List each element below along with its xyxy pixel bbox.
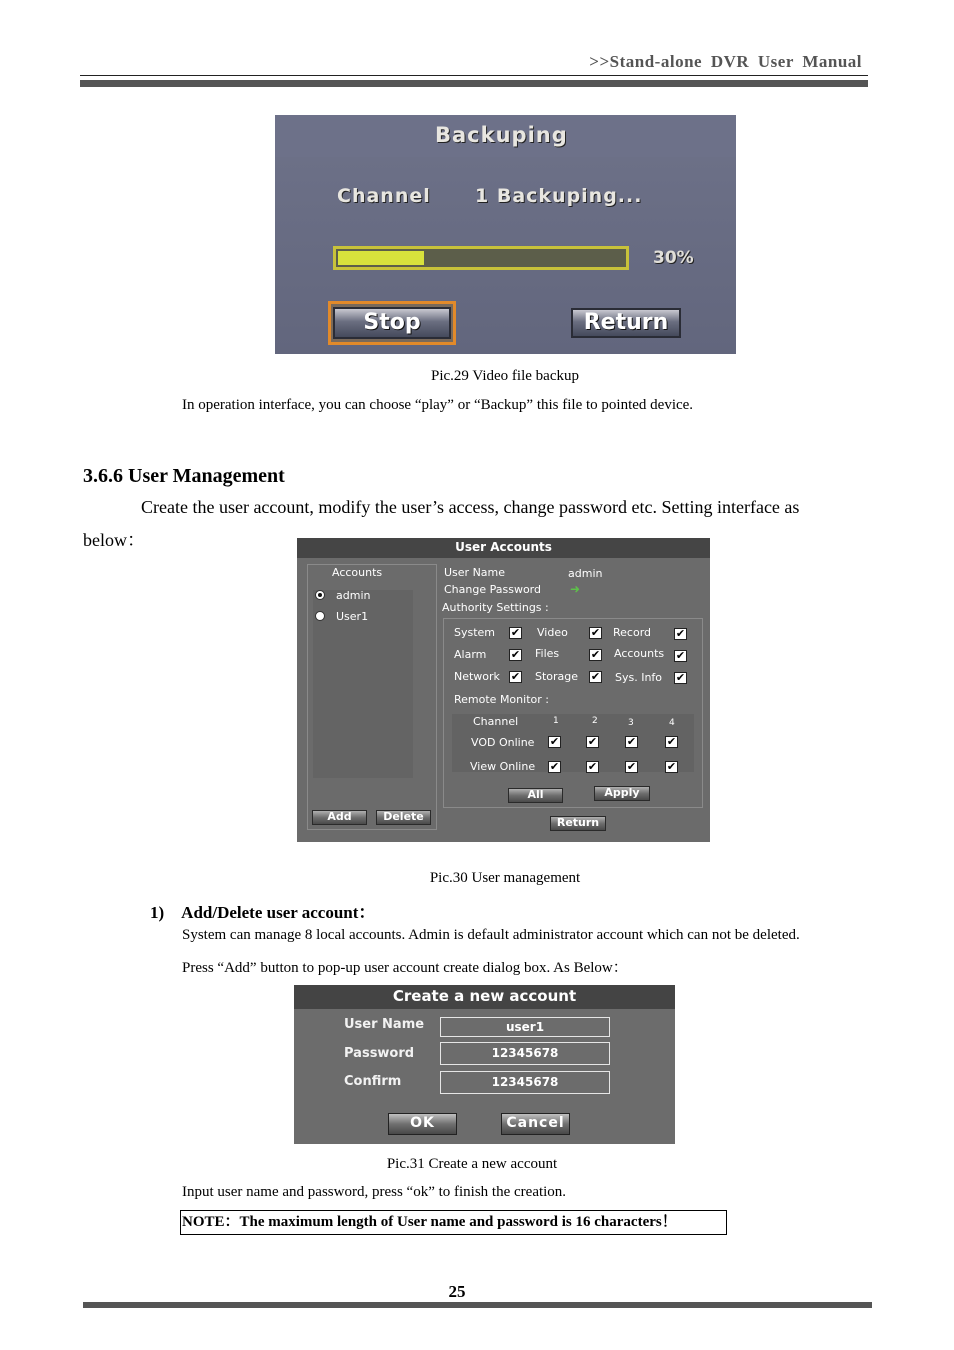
- caption-pic31: Pic.31 Create a new account: [386, 1156, 558, 1172]
- section-intro-line2: below：: [83, 530, 145, 550]
- perm-checkbox-system[interactable]: ✔: [510, 626, 521, 639]
- backup-channel-status: 1 Backuping...: [475, 185, 643, 207]
- perm-label-record: Record: [613, 626, 652, 639]
- account-name-admin[interactable]: admin: [336, 589, 371, 602]
- vod-online-checkbox-3[interactable]: ✔: [626, 735, 637, 748]
- manual-header-title: >>Stand-alone DVR User Manual: [589, 52, 862, 71]
- perm-label-alarm: Alarm: [454, 648, 487, 661]
- backup-progress-bar: [333, 246, 629, 270]
- vod-online-checkbox-1[interactable]: ✔: [549, 735, 560, 748]
- account-radio-admin[interactable]: [315, 590, 325, 600]
- cancel-button[interactable]: Cancel: [501, 1113, 570, 1135]
- perm-checkbox-network[interactable]: ✔: [510, 670, 521, 683]
- backup-title: Backuping: [435, 123, 568, 147]
- vod-online-label: VOD Online: [471, 736, 535, 749]
- ok-button[interactable]: OK: [388, 1113, 457, 1135]
- view-online-checkbox-1[interactable]: ✔: [549, 760, 560, 773]
- create-password-label: Password: [344, 1046, 415, 1061]
- user-accounts-title: User Accounts: [455, 540, 552, 554]
- return-button-accounts[interactable]: Return: [550, 816, 606, 831]
- perm-checkbox-storage[interactable]: ✔: [590, 670, 601, 683]
- create-account-screenshot: [294, 985, 675, 1144]
- page-number: 25: [448, 1282, 466, 1301]
- perm-checkbox-sys-info[interactable]: ✔: [675, 671, 686, 684]
- header-rule-thick: [80, 80, 868, 87]
- view-online-checkbox-3[interactable]: ✔: [626, 760, 637, 773]
- section-title: 3.6.6 User Management: [83, 465, 285, 487]
- vod-online-checkbox-2[interactable]: ✔: [587, 735, 598, 748]
- perm-checkbox-files[interactable]: ✔: [590, 648, 601, 661]
- view-online-label: View Online: [470, 760, 536, 773]
- channel-number-1: 1: [553, 716, 559, 726]
- apply-button[interactable]: Apply: [594, 786, 650, 801]
- caption-pic30: Pic.30 User management: [429, 870, 581, 886]
- channel-number-2: 2: [592, 716, 598, 726]
- create-user-name-label: User Name: [344, 1017, 425, 1032]
- channel-number-4: 4: [669, 718, 675, 728]
- change-password-arrow-icon[interactable]: ➜: [570, 582, 581, 596]
- view-online-checkbox-2[interactable]: ✔: [587, 760, 598, 773]
- change-password-label: Change Password: [444, 583, 541, 596]
- backup-progress-percent: 30%: [653, 248, 694, 268]
- perm-checkbox-video[interactable]: ✔: [590, 626, 601, 639]
- perm-label-sys-info: Sys. Info: [615, 671, 663, 684]
- backup-progress-fill: [338, 251, 424, 265]
- create-account-title: Create a new account: [392, 987, 577, 1005]
- add-button[interactable]: Add: [312, 810, 367, 825]
- backup-channel-label: Channel: [337, 185, 431, 207]
- create-confirm-label: Confirm: [344, 1074, 402, 1089]
- delete-button[interactable]: Delete: [376, 810, 431, 825]
- perm-checkbox-record[interactable]: ✔: [675, 627, 686, 640]
- account-radio-user1[interactable]: [315, 611, 325, 621]
- account-name-user1[interactable]: User1: [336, 610, 369, 623]
- create-password-field[interactable]: 12345678: [440, 1042, 610, 1065]
- channel-number-3: 3: [628, 718, 634, 728]
- authority-settings-label: Authority Settings :: [442, 601, 549, 614]
- create-confirm-field[interactable]: 12345678: [440, 1071, 610, 1094]
- all-button[interactable]: All: [508, 788, 563, 803]
- return-button[interactable]: Return: [571, 308, 681, 338]
- note-box: NOTE：The maximum length of User name and password is 16 characters！: [180, 1210, 727, 1235]
- perm-label-network: Network: [454, 670, 500, 683]
- perm-label-files: Files: [535, 647, 560, 660]
- vod-online-checkbox-4[interactable]: ✔: [666, 735, 677, 748]
- backup-note: In operation interface, you can choose “play” or “Backup” this file to pointed device.: [182, 397, 694, 413]
- perm-label-accounts: Accounts: [614, 647, 665, 660]
- backup-screenshot: [275, 115, 736, 354]
- section-intro-line1: Create the user account, modify the user’s access, change password etc. Setting interface as: [141, 497, 800, 517]
- perm-label-video: Video: [537, 626, 568, 639]
- channel-label: Channel: [473, 715, 519, 728]
- item1-line2: Press “Add” button to pop-up user account create dialog box. As Below：: [182, 960, 628, 976]
- item1-line1: System can manage 8 local accounts. Admin is default administrator account which can not be deleted.: [182, 927, 800, 943]
- caption-pic29: Pic.29 Video file backup: [431, 368, 579, 384]
- view-online-checkbox-4[interactable]: ✔: [666, 760, 677, 773]
- user-accounts-screenshot: [297, 538, 710, 842]
- header-rule-thin: [80, 75, 868, 76]
- perm-checkbox-accounts[interactable]: ✔: [675, 649, 686, 662]
- create-user-name-field[interactable]: user1: [440, 1017, 610, 1037]
- accounts-label: Accounts: [332, 566, 383, 579]
- perm-label-storage: Storage: [535, 670, 579, 683]
- footer-rule: [83, 1302, 872, 1308]
- user-name-label: User Name: [444, 566, 506, 579]
- perm-label-system: System: [454, 626, 496, 639]
- item1-title: 1) Add/Delete user account：: [150, 903, 376, 922]
- user-name-value[interactable]: admin: [568, 567, 603, 580]
- remote-monitor-label: Remote Monitor :: [454, 693, 549, 706]
- after-create-text: Input user name and password, press “ok” to finish the creation.: [182, 1184, 567, 1200]
- stop-button[interactable]: Stop: [333, 307, 451, 339]
- perm-checkbox-alarm[interactable]: ✔: [510, 648, 521, 661]
